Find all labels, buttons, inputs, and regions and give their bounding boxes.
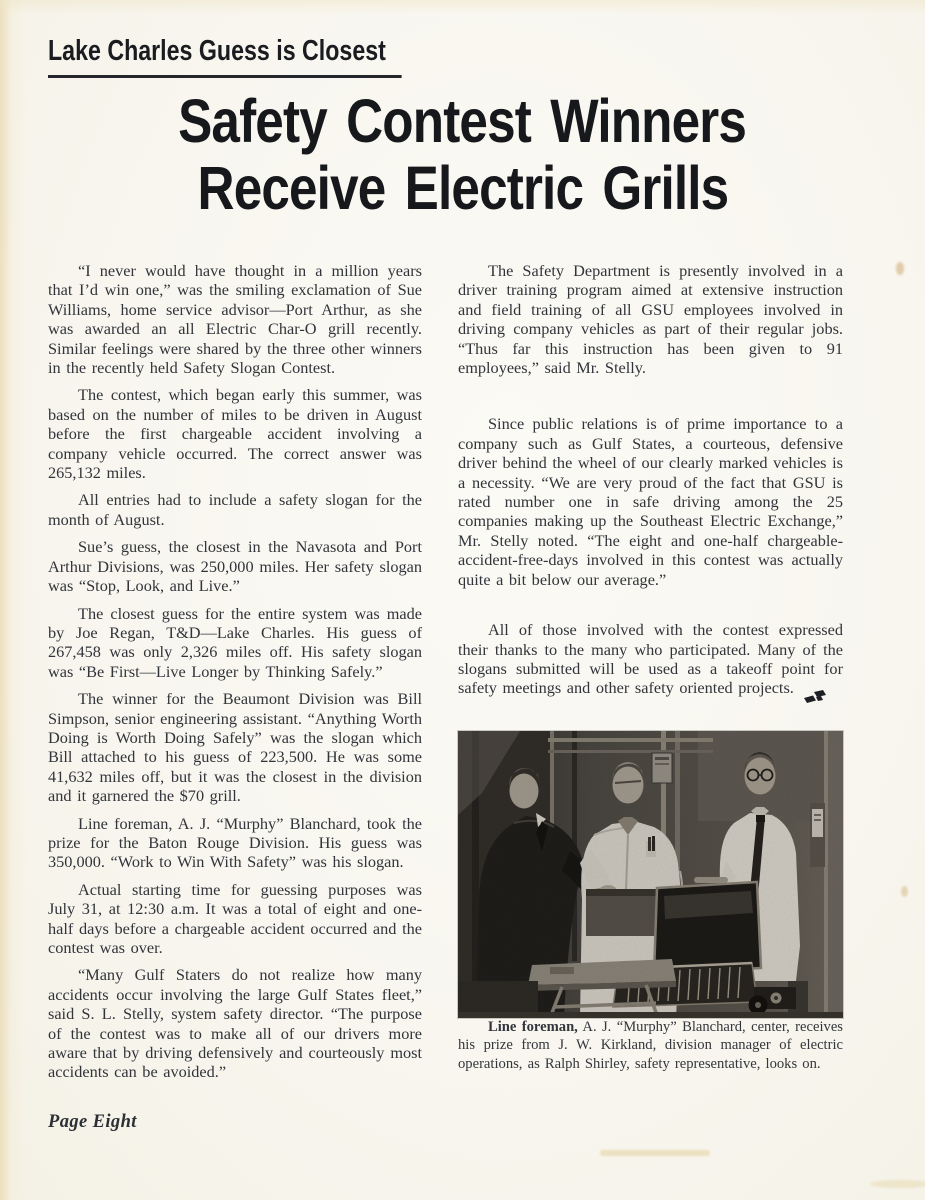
kicker-wrap [48,34,490,78]
paragraph: “I never would have thought in a million years that I’d win one,” was the smiling exclamation of Sue Williams, home service advisor—Port Arthur, as she was awarded an all Electric Char-O grill recently. Similar feelings were shared by the three other winners in the recently held Safety Slogan Contest. [48,261,422,378]
paragraph: The closest guess for the entire system was made by Joe Regan, T&D—Lake Charles. His guess of 267,458 was only 2,326 miles off. His safety slogan was “Be First—Live Longer by Thinking Safely.” [48,603,422,681]
paragraph: Since public relations is of prime importance to a company such as Gulf States, a courteous, defensive driver behind the wheel of our clearly marked vehicles is a necessity. “We are very proud of the fact that GSU is rated number one in safe driving among the 25 companies making up the Southeast Electric Exchange,” Mr. Stelly noted. “The eight and one-half chargeable-accident-free-days involved in this contest was actually quite a bit below our average.” [458,414,843,589]
paragraph: “Many Gulf Staters do not realize how many accidents occur involving the large Gulf States fleet,” said S. L. Stelly, system safety director. “The purpose of the contest was to make all of our drivers more aware that by driving defensively and courteously most accidents can be avoided.” [48,965,422,1082]
main-headline [0,88,925,222]
photo-caption [458,1018,843,1073]
scan-edge-tint-top [0,0,925,14]
paragraph: The contest, which began early this summer, was based on the number of miles to be driven in August before the first chargeable accident involving a company vehicle occurred. The correct answer was 265,132 miles. [48,385,422,483]
headline-line-1: Safety Contest Winners [178,87,747,155]
scan-artifact [870,1180,925,1188]
scan-artifact [896,262,904,275]
paragraph: Sue’s guess, the closest in the Navasota and Port Arthur Divisions, was 250,000 miles. Her safety slogan was “Stop, Look, and Live.” [48,537,422,596]
scan-artifact [600,1150,710,1156]
caption-text: A. J. “Murphy” Blanchard, center, receives his prize from J. W. Kirkland, division manager of electric operations, as Ralph Shirley, safety representative, looks on. [458,1018,843,1072]
page-number: Page Eight [48,1112,137,1132]
kicker-headline: Lake Charles Guess is Closest [48,34,402,78]
article-photo-three-men-grill [458,731,843,1018]
paragraph: The winner for the Beaumont Division was Bill Simpson, senior engineering assistant. “Anything Worth Doing is Worth Doing Safely” was the slogan which Bill attached to his guess of 223,500. He was some 41,632 miles off, but it was the closest in the division and it garnered the $70 grill. [48,689,422,806]
paragraph: Line foreman, A. J. “Murphy” Blanchard, took the prize for the Baton Rouge Division. His guess was 350,000. “Work to Win With Safety” was his slogan. [48,813,422,872]
paragraph: The Safety Department is presently involved in a driver training program aimed at extensive instruction and field training of all GSU employees involved in driving company vehicles as part of their regular jobs. “Thus far this instruction has been given to 91 employees,” said Mr. Stelly. [458,261,843,378]
article-column-1 [48,261,422,1090]
paragraph: Actual starting time for guessing purposes was July 31, at 12:30 a.m. It was a total of eight and one-half days before a chargeable accident occurred and the contest was over. [48,879,422,957]
headline-line-2: Receive Electric Grills [197,154,728,222]
article-column-2 [458,261,843,1081]
article-end-dingbat-icon [802,690,829,706]
paragraph: All of those involved with the contest expressed their thanks to the many who participated. Many of the slogans submitted will be used as a takeoff point for safety meetings and other safety oriented projects. [458,620,843,698]
caption-lead: Line foreman, [488,1018,578,1035]
paragraph: All entries had to include a safety slogan for the month of August. [48,490,422,529]
scan-artifact [901,886,908,897]
photo-grain-overlay [458,731,843,1018]
photo-block [458,731,843,1073]
